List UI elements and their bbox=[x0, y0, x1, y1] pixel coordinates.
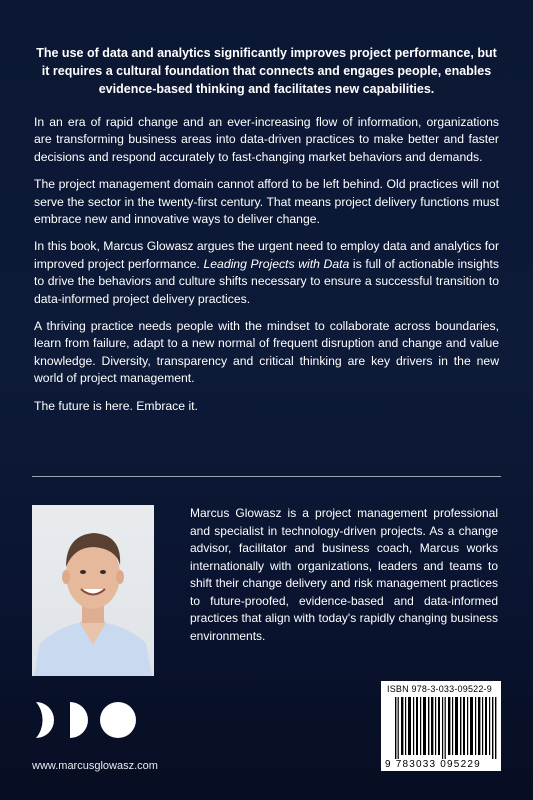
paragraph-3-after: is full of actionable insights to drive the behaviors and culture shifts necessary to ensure a successful transition to data-informed project delivery practices. bbox=[34, 256, 499, 306]
description bbox=[34, 114, 499, 425]
publisher-logo-icon bbox=[30, 700, 140, 740]
author-photo bbox=[32, 505, 154, 676]
divider bbox=[32, 476, 501, 477]
barcode bbox=[381, 681, 501, 771]
author-bio: Marcus Glowasz is a project management professional and specialist in technology-driven projects. As a change advisor, facilitator and business coach, Marcus works internationally with organizations, leaders and teams to shift their change delivery and risk management practices to future-proofed, evidence-based and data-informed practices that align with today's rapidly changing business environments. bbox=[190, 506, 498, 643]
paragraph-5: The future is here. Embrace it. bbox=[34, 398, 198, 413]
paragraph-3 bbox=[34, 238, 499, 308]
isbn-label: ISBN 978-3-033-09522-9 bbox=[387, 684, 492, 694]
author-website-link[interactable]: www.marcusglowasz.com bbox=[32, 760, 158, 772]
paragraph-4: A thriving practice needs people with the mindset to collaborate across boundaries, learn from failure, adapt to a new normal of frequent disruption and change and value knowledge. Diversity, transparency and critical thinking are key drivers in the new world of project management. bbox=[34, 319, 499, 386]
paragraph-2: The project management domain cannot afford to be left behind. Old practices will not serve the sector in the twenty-first century. That means project delivery functions must embrace new and innovative ways to deliver change. bbox=[34, 177, 499, 227]
barcode-digits: 9 783033 095229 bbox=[385, 759, 481, 770]
paragraph-3-before: In this book, Marcus Glowasz argues the urgent need to employ data and analytics for improved project performance. bbox=[34, 239, 499, 271]
lead-statement: The use of data and analytics significantly improves project performance, but it requires a cultural foundation that connects and engages people, enables evidence-based thinking and facilitates new capabilities. bbox=[36, 46, 497, 96]
paragraph-1: In an era of rapid change and an ever-increasing flow of information, organizations are transforming business areas into data-driven practices to make better and faster decisions and respond accurately to fast-changing market behaviors and demands. bbox=[34, 115, 499, 164]
book-title: Leading Projects with Data bbox=[203, 256, 350, 271]
barcode-bars bbox=[395, 697, 497, 759]
